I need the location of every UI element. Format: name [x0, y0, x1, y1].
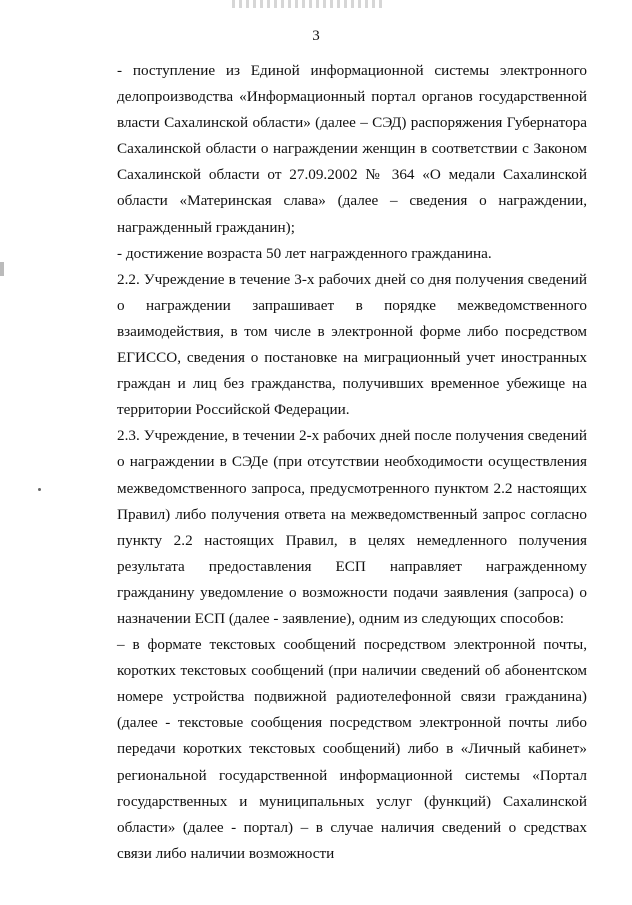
paragraph-2-3: 2.3. Учреждение, в течении 2-х рабочих дней после получения сведений о награждении в СЭДе (при отсутствии необходимости осуществления межведомственного запроса, предусмотренного пунктом 2.2 настоящих Правил) либо получения ответа на межведомственный запрос согласно пункту 2.2 настоящих Правил, в целях немедленного получения результата предоставления ЕСП направляет награжденному гражданину уведомление о возможности подачи заявления (запроса) о назначении ЕСП (далее - заявление), одним из следующих способов:	[117, 427, 587, 627]
scan-artifact	[232, 0, 382, 8]
paragraph-2-2: 2.2. Учреждение в течение 3-х рабочих дней со дня получения сведений о награждении запрашивает в порядке межведомственного взаимодействия, в том числе в электронной форме либо посредством ЕГИССО, сведения о постановке на миграционный учет иностранных граждан и лиц без гражданства, получивших временное убежище на территории Российской Федерации.	[117, 270, 587, 419]
paragraph-age-50: - достижение возраста 50 лет награжденного гражданина.	[117, 244, 492, 262]
margin-mark	[0, 262, 4, 276]
margin-dot	[38, 488, 41, 491]
page-number: 3	[312, 28, 320, 44]
document-body	[117, 58, 587, 867]
paragraph-notification-methods: – в формате текстовых сообщений посредством электронной почты, коротких текстовых сообщений (при наличии сведений об абонентском номере устройства подвижной радиотелефонной связи гражданина) (далее - текстовые сообщения посредством электронной почты либо передачи коротких текстовых сообщений) либо в «Личный кабинет» региональной государственной информационной системы «Портал государственных и муниципальных услуг (функций) Сахалинской области» (далее - портал) – в случае наличия сведений о средствах связи либо наличии возможности	[117, 636, 587, 862]
paragraph-receipt-sed: - поступление из Единой информационной системы электронного делопроизводства «Информационный портал органов государственной власти Сахалинской области» (далее – СЭД) распоряжения Губернатора Сахалинской области о награждении женщин в соответствии с Законом Сахалинской области от 27.09.2002 № 364 «О медали Сахалинской области «Материнская слава» (далее – сведения о награждении, награжденный гражданин);	[117, 62, 587, 236]
